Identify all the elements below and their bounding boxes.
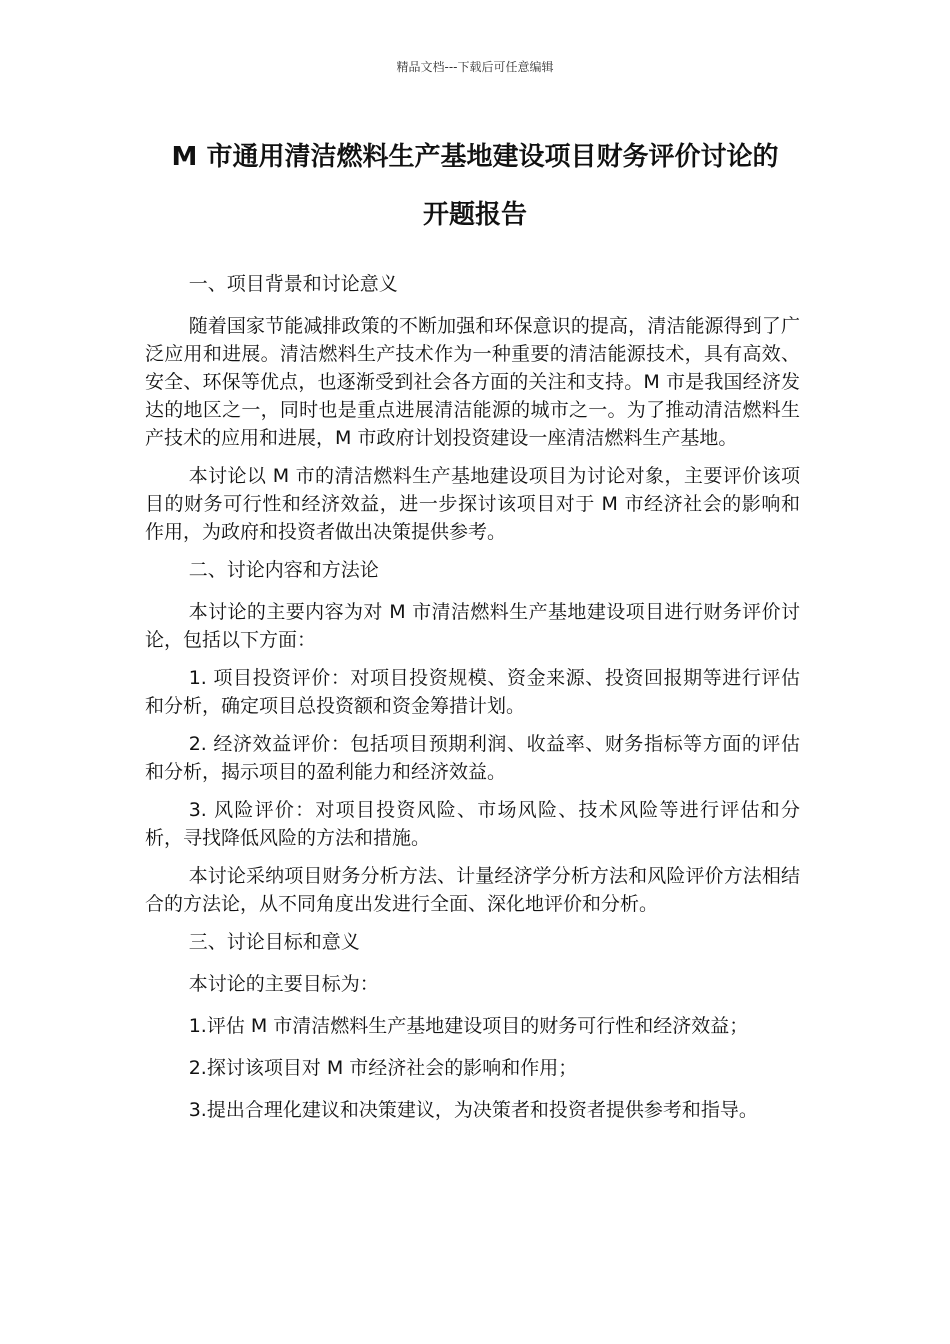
- section-heading-background: 一、项目背景和讨论意义: [188, 273, 398, 295]
- document-title: [120, 128, 830, 244]
- goal-item-3: 3.提出合理化建议和决策建议，为决策者和投资者提供参考和指导。: [188, 1099, 758, 1121]
- goal-item-1: 1.评估 M 市清洁燃料生产基地建设项目的财务可行性和经济效益；: [188, 1015, 749, 1037]
- goal-item-2: 2.探讨该项目对 M 市经济社会的影响和作用；: [188, 1057, 578, 1079]
- list-item-risk: 3. 风险评价：对项目投资风险、市场风险、技术风险等进行评估和分析，寻找降低风险的方法和措施。: [145, 799, 800, 849]
- paragraph-methodology: 本讨论采纳项目财务分析方法、计量经济学分析方法和风险评价方法相结合的方法论，从不同角度出发进行全面、深化地评价和分析。: [145, 865, 800, 915]
- paragraph-background: 随着国家节能减排政策的不断加强和环保意识的提高，清洁能源得到了广泛应用和进展。清洁燃料生产技术作为一种重要的清洁能源技术，具有高效、安全、环保等优点，也逐渐受到社会各方面的关注和支持。M 市是我国经济发达的地区之一，同时也是重点进展清洁能源的城市之一。为了推动清洁燃料生产技术的应用和进展，M 市政府计划投资建设一座清洁燃料生产基地。: [145, 315, 800, 449]
- list-item-economic: 2. 经济效益评价：包括项目预期利润、收益率、财务指标等方面的评估和分析，揭示项目的盈利能力和经济效益。: [145, 733, 800, 783]
- title-line-1: M 市通用清洁燃料生产基地建设项目财务评价讨论的: [171, 142, 779, 172]
- list-item-investment: 1. 项目投资评价：对项目投资规模、资金来源、投资回报期等进行评估和分析，确定项目总投资额和资金筹措计划。: [145, 667, 800, 717]
- paragraph-purpose: 本讨论以 M 市的清洁燃料生产基地建设项目为讨论对象，主要评价该项目的财务可行性和经济效益，进一步探讨该项目对于 M 市经济社会的影响和作用，为政府和投资者做出决策提供参考。: [145, 465, 800, 543]
- paragraph-content-intro: 本讨论的主要内容为对 M 市清洁燃料生产基地建设项目进行财务评价讨论，包括以下方面：: [145, 601, 800, 651]
- header-note: 精品文档---下载后可任意编辑: [396, 60, 554, 74]
- document-body: [145, 270, 800, 1138]
- paragraph-goals-intro: 本讨论的主要目标为：: [188, 973, 379, 995]
- section-heading-content: 二、讨论内容和方法论: [188, 559, 379, 581]
- section-heading-goals: 三、讨论目标和意义: [188, 931, 360, 953]
- title-line-2: 开题报告: [422, 200, 527, 230]
